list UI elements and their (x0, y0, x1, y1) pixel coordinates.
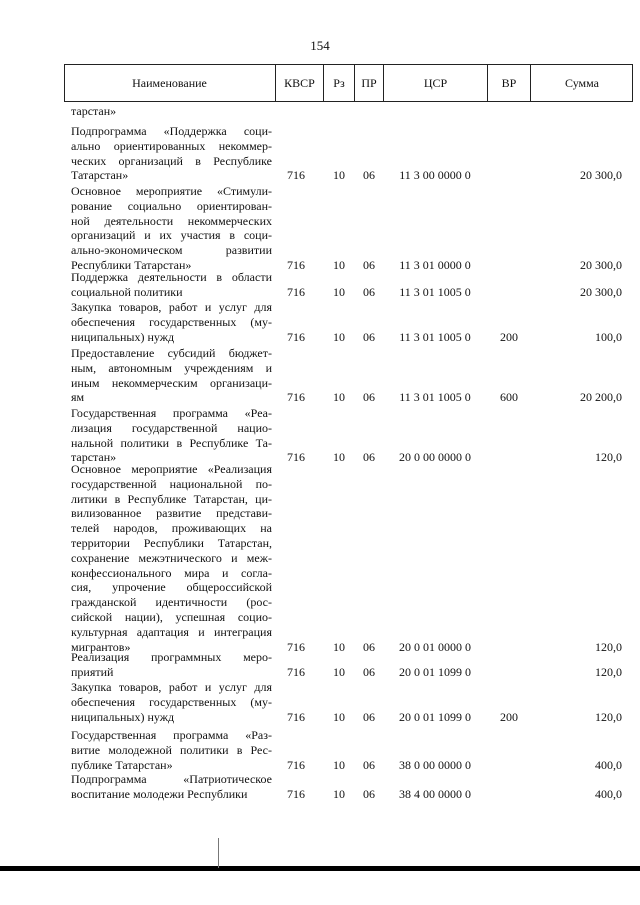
row-name (71, 406, 272, 465)
cell-kvsr: 716 (287, 258, 305, 272)
row-name-line: Государственная программа «Раз- (71, 728, 272, 742)
cell-csr: 38 4 00 0000 0 (399, 786, 471, 801)
cell-pr: 06 (363, 450, 375, 465)
cell-pr: 06 (363, 168, 375, 183)
cell-kvsr: 716 (287, 709, 305, 724)
cell-rz: 10 (333, 258, 345, 272)
row-name-line: ниципальных) нужд (71, 709, 175, 724)
row-name-line: ным, автономным учреждениям и (71, 360, 272, 375)
cell-sum: 400,0 (595, 757, 622, 772)
cell-kvsr: 716 (287, 786, 305, 801)
row-name-line: воспитание молодежи Республики (71, 786, 248, 801)
header-rz: Рз (333, 76, 345, 90)
cell-csr: 11 3 00 0000 0 (399, 168, 471, 183)
cell-sum: 120,0 (595, 450, 622, 465)
row-name-line: лизация государственной нацио- (71, 420, 272, 435)
row-name-line: мигрантов» (71, 639, 131, 654)
row-name-line: социальной политики (71, 284, 183, 299)
cell-kvsr: 716 (287, 168, 305, 183)
cell-pr: 06 (363, 329, 375, 344)
cell-kvsr: 716 (287, 639, 305, 654)
row-name-line: Предоставление субсидий бюджет- (71, 346, 272, 360)
row-name-line: ниципальных) нужд (71, 329, 175, 344)
cell-csr: 20 0 01 1099 0 (399, 664, 471, 679)
row-name (71, 184, 272, 273)
cell-pr: 06 (363, 258, 375, 272)
cell-sum: 120,0 (595, 709, 622, 724)
row-name-line: ям (71, 390, 85, 405)
cell-kvsr: 716 (287, 664, 305, 679)
header-sum: Сумма (565, 76, 599, 90)
cell-csr: 11 3 01 1005 0 (399, 284, 471, 299)
cell-pr: 06 (363, 757, 375, 772)
row-name-line: сохранение межэтнического и меж- (71, 550, 272, 565)
cell-pr: 06 (363, 786, 375, 801)
row-name (71, 346, 272, 405)
row-name-line: Основное мероприятие «Стимули- (71, 184, 272, 198)
row-name-line: обеспечения государственных (му- (71, 314, 272, 329)
cell-sum: 120,0 (595, 664, 622, 679)
row-name-line: сийской нации), успешная социо- (71, 609, 272, 624)
row-name-line: Закупка товаров, работ и услуг для (71, 680, 272, 694)
cell-kvsr: 716 (287, 329, 305, 344)
row-name-line: литики в Республике Татарстан, ци- (71, 491, 272, 506)
cell-csr: 11 3 01 1005 0 (399, 390, 471, 405)
row-name-line: ально ориентированных некоммер- (71, 138, 272, 153)
cell-kvsr: 716 (287, 284, 305, 299)
cell-rz: 10 (333, 329, 345, 344)
row-name-line: Татарстан» (71, 168, 129, 183)
row-name-line: гражданской идентичности (рос- (71, 595, 272, 610)
row-name-line: витие молодежной политики в Рес- (71, 742, 272, 757)
cell-pr: 06 (363, 664, 375, 679)
header-csr: ЦСР (423, 76, 448, 90)
scan-bottom-border (0, 866, 640, 871)
cell-sum: 400,0 (595, 786, 622, 801)
row-name-line: вилизованное развитие представи- (71, 506, 272, 521)
row-name-line: ческих организаций в Республике (71, 153, 272, 168)
cell-rz: 10 (333, 664, 345, 679)
cell-vr: 200 (500, 329, 518, 344)
row-name-line: обеспечения государственных (му- (71, 694, 272, 709)
cell-pr: 06 (363, 709, 375, 724)
row-name-line: нальной политики в Республике Та- (71, 435, 272, 450)
cell-csr: 20 0 01 1099 0 (399, 709, 471, 724)
cell-sum: 20 300,0 (580, 284, 622, 299)
row-name (71, 728, 272, 772)
header-vr: ВР (501, 76, 517, 90)
cell-sum: 120,0 (595, 639, 622, 654)
row-name (71, 104, 272, 119)
row-name-line: Закупка товаров, работ и услуг для (71, 300, 272, 314)
page-number: 154 (310, 38, 330, 53)
cell-kvsr: 716 (287, 390, 305, 405)
cell-rz: 10 (333, 168, 345, 183)
row-name-line: публике Татарстан» (71, 757, 173, 772)
cell-rz: 10 (333, 786, 345, 801)
cell-sum: 20 300,0 (580, 258, 622, 272)
cell-csr: 11 3 01 0000 0 (399, 258, 471, 272)
row-name (71, 650, 272, 680)
row-name (71, 300, 272, 344)
row-name-line: Государственная программа «Реа- (71, 406, 272, 420)
row-name-line: Подпрограмма «Патриотическое (71, 772, 272, 786)
cell-kvsr: 716 (287, 757, 305, 772)
row-name (71, 124, 272, 183)
cell-sum: 100,0 (595, 329, 622, 344)
cell-vr: 600 (500, 390, 518, 405)
row-name-line: тарстан» (71, 104, 117, 118)
row-name-line: иным некоммерческим организаци- (71, 375, 272, 390)
row-name (71, 772, 272, 802)
row-name-line: культурная адаптация и интеграция (71, 624, 272, 639)
cell-rz: 10 (333, 639, 345, 654)
cell-sum: 20 200,0 (580, 390, 622, 405)
cell-pr: 06 (363, 390, 375, 405)
cell-csr: 20 0 01 0000 0 (399, 639, 471, 654)
cell-csr: 38 0 00 0000 0 (399, 757, 471, 772)
row-name-line: сия, упрочение общероссийской (71, 580, 272, 595)
cell-rz: 10 (333, 757, 345, 772)
row-name-line: Подпрограмма «Поддержка соци- (71, 124, 272, 138)
row-name-line: приятий (71, 664, 114, 679)
cell-sum: 20 300,0 (580, 168, 622, 183)
cell-vr: 200 (500, 709, 518, 724)
cell-rz: 10 (333, 390, 345, 405)
cell-rz: 10 (333, 450, 345, 465)
header-kvsr: КВСР (284, 76, 315, 90)
fold-mark (218, 838, 219, 868)
row-name-line: Реализация программных меро- (71, 650, 272, 664)
row-name-line: тарстан» (71, 450, 117, 465)
row-name-line: Основное мероприятие «Реализация (71, 462, 272, 476)
cell-csr: 20 0 00 0000 0 (399, 450, 471, 465)
row-name-line: Республики Татарстан» (71, 257, 192, 272)
row-name-line: конфессионального мира и согла- (71, 565, 272, 580)
cell-kvsr: 716 (287, 450, 305, 465)
row-name-line: Поддержка деятельности в области (71, 270, 272, 284)
row-name-line: организаций и их участия в соци- (71, 228, 272, 243)
cell-pr: 06 (363, 284, 375, 299)
row-name-line: ально-экономическом развитии (71, 243, 272, 258)
row-name (71, 462, 272, 654)
header-name: Наименование (132, 76, 207, 90)
header-pr: ПР (361, 76, 377, 90)
row-name (71, 680, 272, 724)
cell-csr: 11 3 01 1005 0 (399, 329, 471, 344)
row-name (71, 270, 272, 300)
cell-pr: 06 (363, 639, 375, 654)
row-name-line: государственной национальной по- (71, 476, 272, 491)
row-name-line: телей народов, проживающих на (71, 521, 272, 536)
cell-rz: 10 (333, 284, 345, 299)
row-name-line: ной деятельности некоммерческих (71, 213, 272, 228)
row-name-line: рование социально ориентирован- (71, 198, 272, 213)
cell-rz: 10 (333, 709, 345, 724)
row-name-line: территории Республики Татарстан, (71, 535, 272, 550)
